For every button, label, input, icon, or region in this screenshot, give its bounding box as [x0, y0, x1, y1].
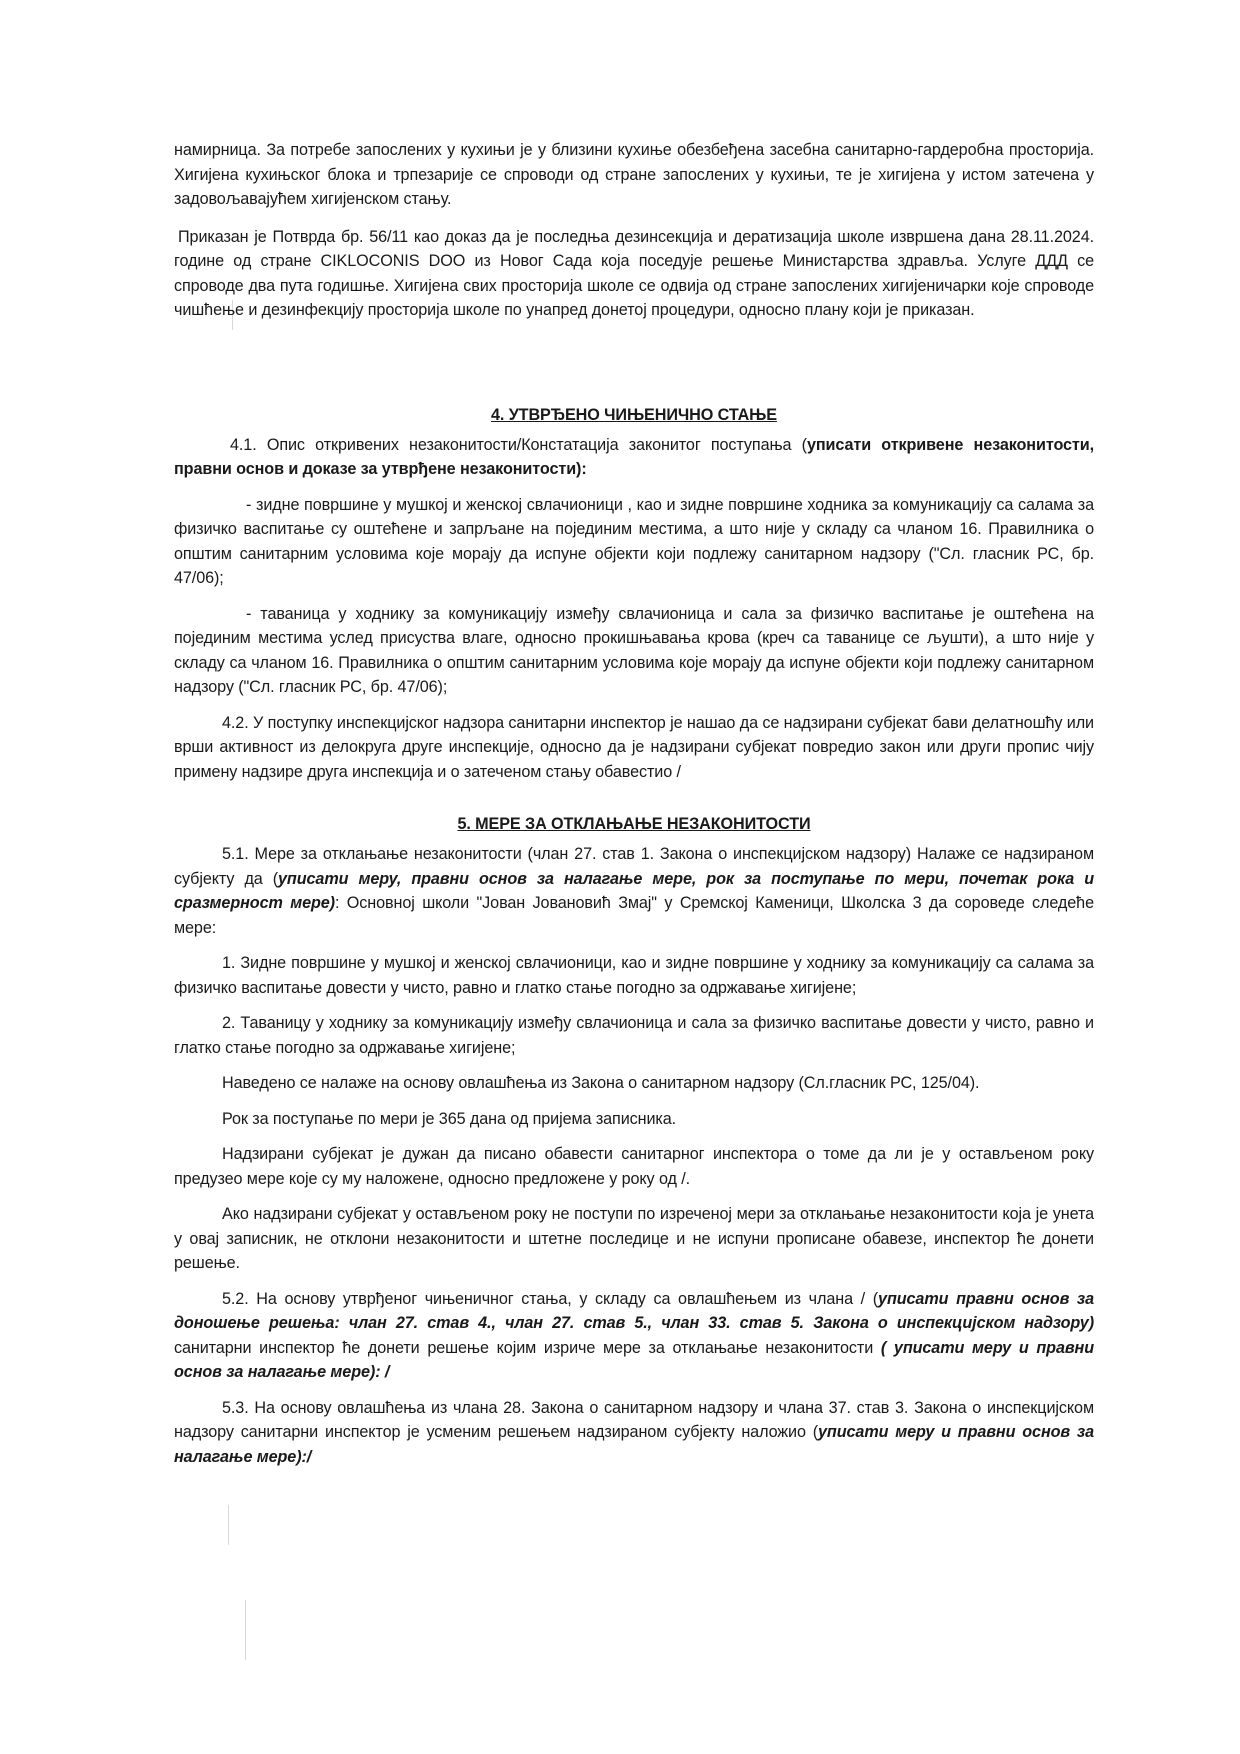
paragraph-4-2: 4.2. У поступку инспекцијског надзора санитарни инспектор је нашао да се надзирани субјекат бави делатношћу или врши активност из делокруга друге инспекције, односно да је надзирани субјекат повредио закон или други пропис чију примену надзире друга инспекција и о затеченом стању обавестио / — [174, 713, 1094, 781]
paragraph-4-1-end: ): — [576, 460, 587, 478]
scan-artifact — [228, 1505, 229, 1545]
paragraph-5-1-end: : Основној школи "Јован Јовановић Змај" у Сремској Каменици, Школска 3 да сороведе следеће мере: — [174, 894, 1094, 937]
scan-artifact — [245, 1600, 246, 1660]
paragraph-5-2-middle: санитарни инспектор ће донети решење којим изриче мере за отклањање незаконитости — [174, 1338, 881, 1357]
paragraph-5-3-instruction: уписати меру и правни основ за налагање мере — [174, 1423, 1094, 1466]
paragraph-5-3 — [174, 1396, 1094, 1470]
paragraph-5-2 — [174, 1287, 1094, 1385]
finding-1: - зидне површине у мушкој и женској свлачионици , као и зидне површине ходника за комуникацију са салама за физичко васпитање су оштећене и запрљане на појединим местима, а што није у складу са чланом 16. Правилника о општим санитарним условима које морају да испуне објекти који подлежу санитарном надзору ("Сл. гласник РС, бр. 47/06); — [174, 495, 1094, 587]
paragraph-4-1-instruction: уписати откривене незаконитости, правни основ и доказе за утврђене незаконитости — [174, 435, 1094, 478]
intro-paragraph-1: намирница. За потребе запослених у кухињи је у близини кухиње обезбеђена засебна санитарно-гардеробна просторија. Хигијена кухињског блока и трпезарије се спроводи од стране запослених у кухињи, те је хигијена у истом затечена у задовољавајућем хигијенском стању. — [174, 141, 1094, 208]
paragraph-4-1 — [174, 433, 1094, 482]
measure-2: 2. Таваницу у ходнику за комуникацију између свлачионица и сала за физичко васпитање довести у чисто, равно и глатко стање погодно за одржавање хигијене; — [174, 1014, 1094, 1057]
section-5-heading: 5. МЕРЕ ЗА ОТКЛАЊАЊЕ НЕЗАКОНИТОСТИ — [457, 815, 811, 833]
measure-1: 1. Зидне површине у мушкој и женској свлачионици, као и зидне површине у ходнику за комуникацију са салама за физичко васпитање довести у чисто, равно и глатко стање погодно за одржавање хигијене; — [174, 954, 1094, 997]
paragraph-4-1-text: 4.1. Опис откривених незаконитости/Констатација законитог поступања ( — [230, 435, 807, 454]
legal-basis: Наведено се налаже на основу овлашћења из Закона о санитарном надзору (Сл.гласник РС, 125/04). — [222, 1074, 980, 1092]
deadline: Рок за поступање по мери је 365 дана од пријема записника. — [222, 1109, 677, 1128]
obligation: Надзирани субјекат је дужан да писано обавести санитарног инспектора о томе да ли је у остављеном року предузео мере које су му наложене, односно предложене у року од /. — [174, 1145, 1094, 1188]
paragraph-5-3-text: 5.3. На основу овлашћења из члана 28. Закона о санитарном надзору и члана 37. став 3. Закона о инспекцијском надзору санитарни инспектор је усменим решењем надзираном субјекту наложио ( — [174, 1398, 1094, 1441]
paragraph-5-2-instruction-2: ( уписати меру и правни основ за налагање мере): / — [174, 1338, 1094, 1381]
finding-2: - таваница у ходнику за комуникацију између свлачионица и сала за физичко васпитање је оштећена на појединим местима услед присуства влаге, односно прокишњавања крова (креч са таванице се љушти), а што није у складу са чланом 16. Правилника о општим санитарним условима које морају да испуне објекти који подлежу санитарном надзору ("Сл. гласник РС, бр. 47/06); — [174, 604, 1094, 696]
consequence: Ако надзирани субјекат у остављеном року не поступи по изреченој мери за отклањање незаконитости која је унета у овај записник, не отклони незаконитости и штетне последице и не испуни прописане обавезе, инспектор ће донети решење. — [174, 1205, 1094, 1272]
section-4-heading: 4. УТВРЂЕНО ЧИЊЕНИЧНО СТАЊЕ — [491, 405, 777, 424]
paragraph-5-2-instruction: уписати правни основ за доношење решења: члан 27. став 4., члан 27. став 5., члан 33. став 5. Закона о инспекцијском надзору) — [174, 1289, 1094, 1332]
paragraph-5-2-text: 5.2. На основу утврђеног чињеничног стања, у складу са овлашћењем из члана / ( — [222, 1289, 879, 1308]
document-page — [174, 138, 1094, 1469]
paragraph-5-3-end: ):/ — [296, 1447, 312, 1466]
intro-paragraph-2: Приказан је Потврда бр. 56/11 као доказ да је последња дезинсекција и дератизација школе извршена дана 28.11.2024. године од стране CIKLOCONIS DOO из Новог Сада која поседује решење Министарства здравља. Услуге ДДД се спроводе два пута годишње. Хигијена свих просторија школе се одвија од стране запослених хигијеничарки које спроводе чишћење и дезинфекцију просторија школе по унапред донетој процедури, односно плану који је приказан. — [174, 227, 1094, 319]
paragraph-5-1-text: 5.1. Мере за отклањање незаконитости (члан 27. став 1. Закона о инспекцијском надзору) Налаже се надзираном субјекту да ( — [174, 845, 1094, 888]
paragraph-5-1-instruction: уписати меру, правни основ за налагање мере, рок за поступање по мери, почетак рока и сразмерност мере) — [174, 869, 1094, 912]
paragraph-5-1 — [174, 842, 1094, 940]
